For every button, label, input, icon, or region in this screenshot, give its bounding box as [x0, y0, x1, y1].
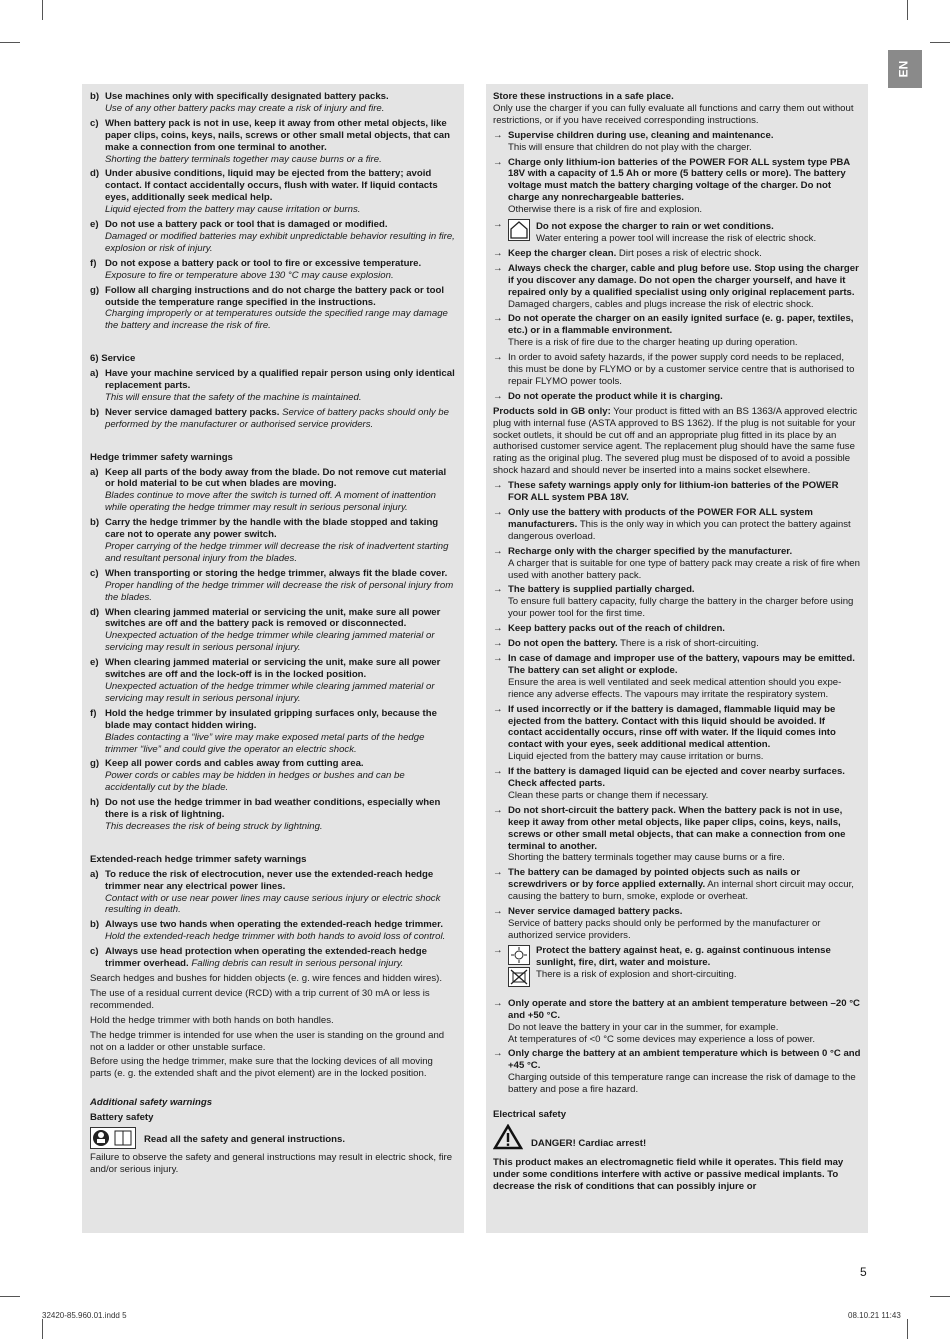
list-item: → Protect the battery against heat, e. g. against continuous intense sunlight, fire, dirt, water and moisture. There is a risk of explosion and short-circuiting. [493, 945, 861, 987]
footer-file: 32420-85.960.01.indd 5 [42, 1311, 127, 1320]
arrow-icon: → [493, 584, 503, 596]
language-tab [888, 50, 922, 88]
arrow-icon: → [493, 1048, 503, 1060]
list-item: g) Keep all power cords and cables away from cutting area. Power cords or cables may be hidden in hedges or bushes and can be accidentally cut by the blade. [90, 758, 405, 794]
arrow-icon: → [493, 156, 503, 168]
arrow-icon: → [493, 766, 503, 778]
right-column [486, 84, 868, 1233]
arrow-icon: → [493, 623, 503, 635]
arrow-icon: → [493, 262, 503, 274]
crop-mark [42, 1319, 43, 1339]
read-instructions-row: Read all the safety and general instructions. [90, 1127, 455, 1149]
crop-mark [930, 42, 950, 43]
paragraph: Products sold in GB only: Your product is fitted with an BS 1363/A approved electric plug with internal fuse (ASTA approved to BS 1362). If the plug is not suitable for your socket outlets, it should be cut off and an appropriate plug fitted in its place by an authorised customer service agent. The replacement plug should have the same fuse rating as the original plug. The severed plug must be disposed of to avoid a possible shock hazard and should never be inserted into a mains socket elsewhere. [493, 405, 858, 477]
store-heading: Store these instructions in a safe place. [493, 91, 674, 102]
crop-mark [0, 1296, 20, 1297]
paragraph: Only use the charger if you can fully evaluate all functions and carry them out without restrictions, or if you have received corresponding instructions. [493, 102, 854, 126]
arrow-icon: → [493, 313, 503, 325]
list-item: b) Never service damaged battery packs. Service of battery packs should only be performed by the manufacturer or authorised service providers. [90, 406, 449, 430]
danger-row: DANGER! Cardiac arrest! [493, 1124, 861, 1154]
list-item: a) Have your machine serviced by a qualified repair person using only identical replacement parts. This will ensure that the safety of the machine is maintained. [90, 368, 455, 403]
arrow-icon: → [493, 129, 503, 141]
arrow-icon: → [493, 480, 503, 492]
language-label: EN [896, 60, 911, 78]
crop-mark [42, 0, 43, 20]
crop-mark [907, 0, 908, 20]
arrow-icon: → [493, 638, 503, 650]
list-item: → Charge only lithium-ion batteries of the POWER FOR ALL system type PBA 18V with a capacity of 1.5 Ah or more (5 battery cells or more). The battery voltage must match the battery charging voltage of the charger. Do not charge any nonrechargeable batteries. Otherwise there is a risk of fire and explosion. [493, 156, 850, 216]
list-item: c) Always use head protection when operating the extended-reach hedge trimmer overhead. Falling debris can result in serious personal injury. [90, 946, 427, 970]
arrow-icon: → [493, 804, 503, 816]
list-item: → Always check the charger, cable and plug before use. Stop using the charger if you discover any damage. Do not open the charger yourself, and have it repaired only by a qualified specialist using only original replacement parts. Damaged chargers, cables and plugs increase the risk of electric shock. [493, 262, 859, 310]
read-manual-icon [90, 1127, 136, 1149]
arrow-icon: → [493, 906, 503, 918]
list-item: → If used incorrectly or if the battery is damaged, flammable liquid may be ejected from the battery. Contact with this liquid should be avoided. If contact accidentally occurs, rinse off with water. If the liquid comes into contact with your eyes, seek additional medical attention. Liquid ejected from the battery may cause irritation or burns. [493, 703, 836, 763]
list-item: → In case of damage and improper use of the battery, vapours may be emitted. The battery can set alight or explode. Ensure the area is well ventilated and seek medical attention should you experience any adverse effects. The vapours may irritate the respiratory system. [493, 652, 855, 700]
list-item: f) Hold the hedge trimmer by insulated gripping surfaces only, because the blade may contact hidden wiring. Blades contacting a “live” wire may make exposed metal parts of the hedge trimmer “live” and could give the operator an electric shock. [90, 707, 437, 755]
footer-datetime: 08.10.21 11:43 [848, 1311, 901, 1320]
list-item: d) When clearing jammed material or servicing the unit, make sure all power switches are off and the battery pack is removed or disconnected. Unexpected actuation of the hedge trimmer while clearing jammed material or servicing may result in serious personal injury. [90, 606, 441, 654]
paragraph: This product makes an electromagnetic field while it operates. This field may under some conditions interfere with active or passive medical implants. To decrease the risk of conditions that can possibly injure or [493, 1156, 844, 1192]
paragraph: Before using the hedge trimmer, make sure that the locking devices of all moving parts (e. g. the extended shaft and the pivot element) are in the locked position. [90, 1056, 433, 1080]
list-item: → In order to avoid safety hazards, if the power supply cord needs to be replaced, this must be done by FLYMO or by a customer service centre that is authorised to repair FLYMO power tools. [493, 352, 855, 387]
section-heading: Hedge trimmer safety warnings [90, 451, 233, 463]
section-heading: Additional safety warnings [90, 1097, 213, 1109]
list-item: e) Do not use a battery pack or tool that is damaged or modified. Damaged or modified batteries may exhibit unpredictable behavior resulting in fire, explosion or risk of injury. [90, 219, 455, 254]
list-item: → Only operate and store the battery at an ambient temperature between –20 °C and +50 °C. Do not leave the battery in your car in the summer, for example. At temperatures of <0 °C some devices may experience a loss of power. [493, 997, 860, 1045]
list-item: → These safety warnings apply only for lithium-ion batteries of the POWER FOR ALL system PBA 18V. [493, 480, 839, 504]
paragraph: The use of a residual current device (RCD) with a trip current of 30 mA or less is recommended. [90, 987, 430, 1011]
no-battery-icon [508, 967, 530, 987]
list-item: → Do not expose the charger to rain or wet conditions. Water entering a power tool will increase the risk of electric shock. [493, 219, 817, 244]
list-item: → Only charge the battery at an ambient temperature which is between 0 °C and +45 °C. Charging outside of this temperature range can increase the risk of damage to the battery and pose a fire hazard. [493, 1048, 861, 1096]
arrow-icon: → [493, 944, 503, 956]
list-item: b) Always use two hands when operating the extended-reach hedge trimmer. Hold the extended-reach hedge trimmer with both hands to avoid loss of control. [90, 919, 446, 943]
arrow-icon: → [493, 247, 503, 259]
arrow-icon: → [493, 545, 503, 557]
arrow-icon: → [493, 997, 503, 1009]
list-item: → Recharge only with the charger specified by the manufacturer. A charger that is suitable for one type of battery pack may create a risk of fire when used with another battery pack. [493, 545, 860, 581]
list-item: g) Follow all charging instructions and do not charge the battery pack or tool outside the temperature range specified in the instructions. Charging improperly or at temperatures outside the specified range may damage the battery and increase the risk of fire. [90, 284, 448, 332]
list-item: → Do not short-circuit the battery pack. When the battery pack is not in use, keep it away from other metal objects, like paper clips, coins, keys, nails, screws or other small metal objects, that can make a connection from one terminal to another. Shorting the battery terminals together may cause burns or a fire. [493, 804, 846, 864]
list-item: → Do not open the battery. There is a risk of short-circuiting. [493, 638, 759, 650]
list-item: f) Do not expose a battery pack or tool to fire or excessive temperature. Exposure to fire or temperature above 130 °C may cause explosion. [90, 257, 422, 281]
list-item: c) When transporting or storing the hedge trimmer, always fit the blade cover. Proper handling of the hedge trimmer will decrease the risk of personal injury from the blades. [90, 567, 454, 603]
crop-mark [907, 1319, 908, 1339]
list-item: → Do not operate the product while it is charging. [493, 390, 723, 402]
left-column [82, 84, 464, 1233]
list-item: c) When battery pack is not in use, keep it away from other metal objects, like paper clips, coins, keys, nails, screws or other small metal objects, that can make a connection from one terminal to another. Shorting the battery terminals together may cause burns or a fire. [90, 117, 450, 165]
list-item: a) Keep all parts of the body away from the blade. Do not remove cut material or hold material to be cut when blades are moving. Blades continue to move after the switch is turned off. A moment of inattention while operating the hedge trimmer may result in serious personal injury. [90, 466, 447, 514]
arrow-icon: → [493, 652, 503, 664]
list-item: a) To reduce the risk of electrocution, never use the extended-reach hedge trimmer near any electrical power lines. Contact with or use near power lines may cause serious injury or electric shock resulting in death. [90, 868, 441, 916]
section-heading: Battery safety [90, 1112, 154, 1124]
arrow-icon: → [493, 219, 503, 231]
crop-mark [0, 42, 20, 43]
heat-protection-icon [508, 945, 530, 965]
arrow-icon: → [493, 352, 503, 364]
list-item: → The battery is supplied partially charged. To ensure full battery capacity, fully charge the battery in the charger before using your power tool for the first time. [493, 584, 854, 620]
list-item: → Keep battery packs out of the reach of children. [493, 623, 725, 635]
list-item: → Supervise children during use, cleaning and maintenance. This will ensure that children do not play with the charger. [493, 129, 774, 153]
arrow-icon: → [493, 507, 503, 518]
list-item: → Keep the charger clean. Dirt poses a risk of electric shock. [493, 247, 762, 259]
list-item: → Do not operate the charger on an easily ignited surface (e. g. paper, textiles, etc.) or in a flammable environment. There is a risk of fire due to the charger heating up during operation. [493, 313, 854, 349]
paragraph: Failure to observe the safety and general instructions may result in electric shock, fire and/or serious injury. [90, 1152, 453, 1175]
list-item: → The battery can be damaged by pointed objects such as nails or screwdrivers or by force applied externally. An internal short circuit may occur, causing the battery to burn, smoke, explode or overheat. [493, 867, 854, 903]
section-heading: Extended-reach hedge trimmer safety warnings [90, 853, 307, 865]
indoor-use-icon [508, 219, 530, 241]
paragraph: The hedge trimmer is intended for use when the user is standing on the ground and not on a ladder or other unstable surface. [90, 1029, 445, 1053]
list-item: → If the battery is damaged liquid can be ejected and cover nearby surfaces. Check affected parts. Clean these parts or change them if necessary. [493, 766, 845, 801]
warning-triangle-icon [493, 1124, 523, 1154]
section-heading: 6) Service [90, 353, 136, 365]
arrow-icon: → [493, 867, 503, 879]
arrow-icon: → [493, 390, 503, 402]
list-item: b) Use machines only with specifically designated battery packs. Use of any other battery packs may create a risk of injury and fire. [90, 91, 389, 114]
list-item: e) When clearing jammed material or servicing the unit, make sure all power switches are off and the lock-off is in the locked position. Unexpected actuation of the hedge trimmer while clearing jammed material or servicing may result in serious personal injury. [90, 657, 441, 704]
arrow-icon: → [493, 703, 503, 715]
list-item: d) Under abusive conditions, liquid may be ejected from the battery; avoid contact. If contact accidentally occurs, flush with water. If liquid contacts eyes, additionally seek medical help. Liquid ejected from the battery may cause irritation or burns. [90, 168, 438, 216]
page-number: 5 [860, 1265, 867, 1279]
section-heading: Electrical safety [493, 1109, 567, 1121]
list-item: h) Do not use the hedge trimmer in bad weather conditions, especially when there is a risk of lightning. This decreases the risk of being struck by lightning. [90, 797, 441, 832]
paragraph: Search hedges and bushes for hidden objects (e. g. wire fences and hidden wires). [90, 973, 442, 984]
list-item: b) Carry the hedge trimmer by the handle with the blade stopped and taking care not to operate any power switch. Proper carrying of the hedge trimmer will decrease the risk of inadvertent starting and resultant personal injury from the blades. [90, 517, 449, 564]
paragraph: Hold the hedge trimmer with both hands on both handles. [90, 1014, 334, 1026]
crop-mark [930, 1296, 950, 1297]
list-item: → Never service damaged battery packs. Service of battery packs should only be performed by the manufacturer or authorized service providers. [493, 906, 821, 941]
list-item: → Only use the battery with products of the POWER FOR ALL system manufacturers. This is the only way in which you can protect the battery against dangerous overload. [493, 507, 851, 542]
